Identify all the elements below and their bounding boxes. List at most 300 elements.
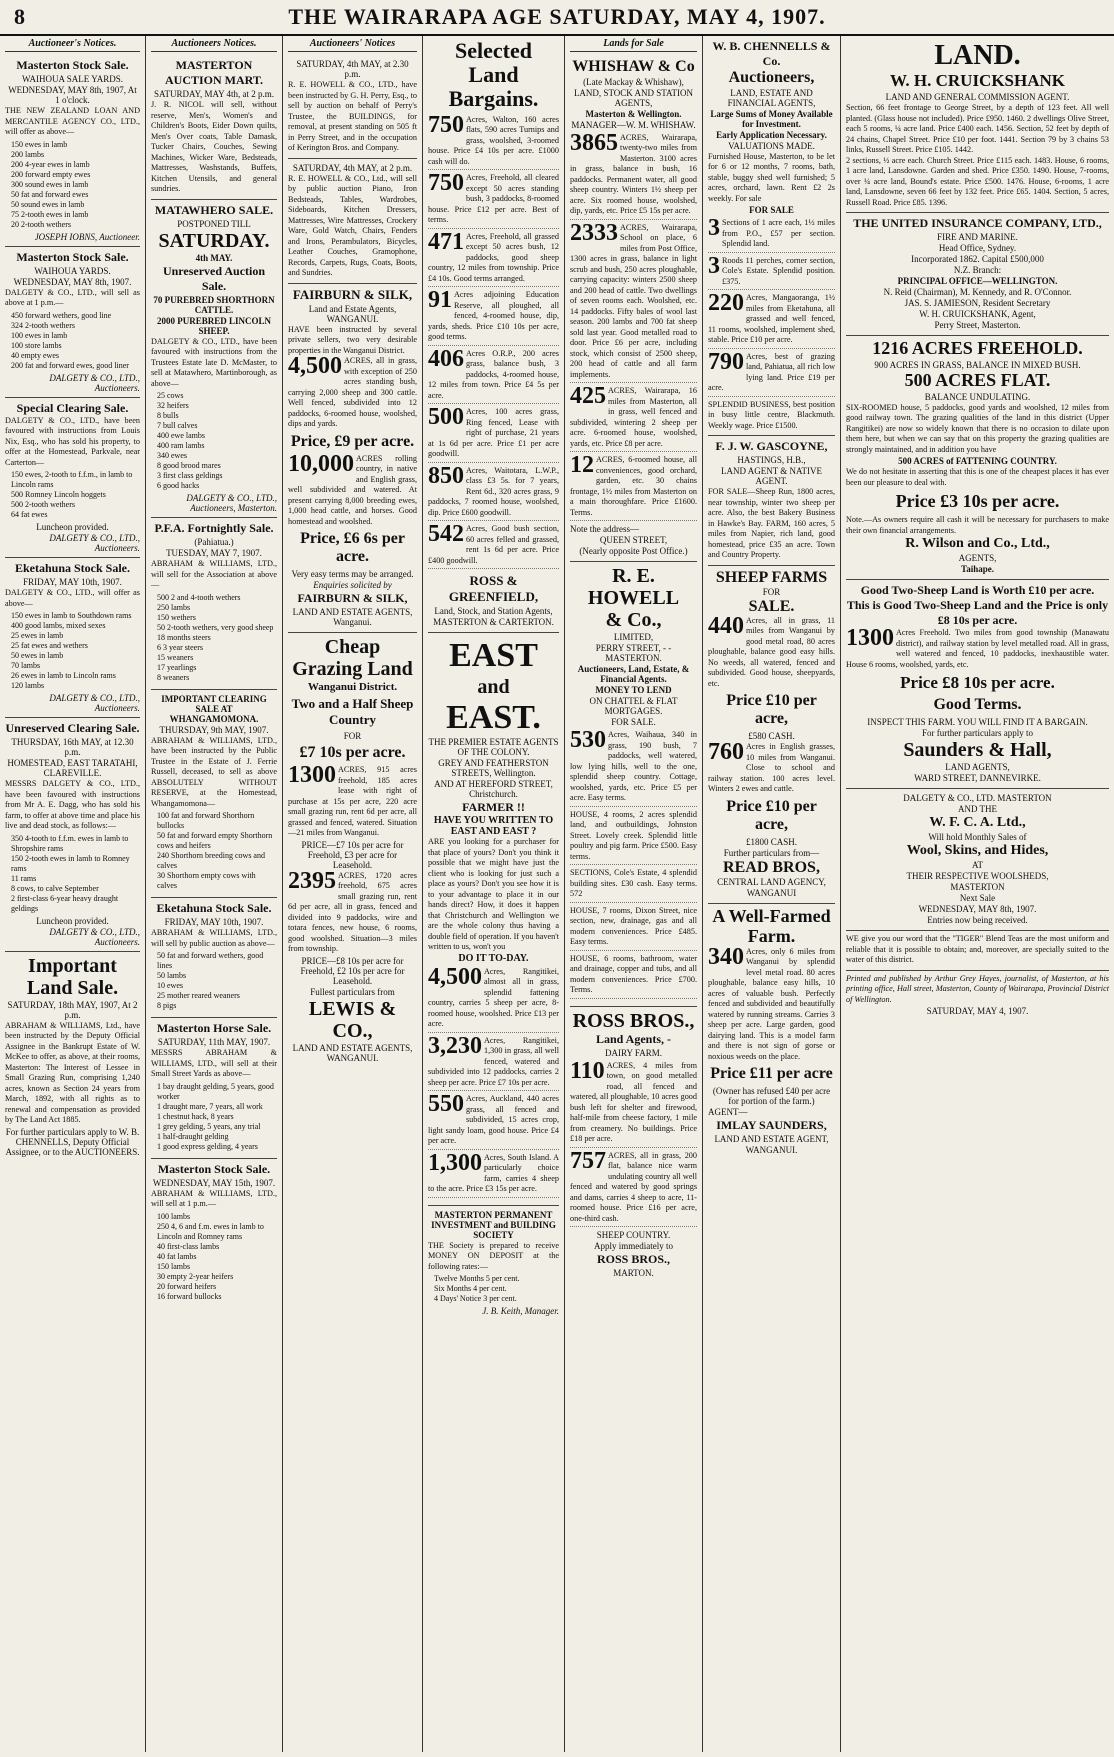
property-listing bbox=[708, 293, 835, 349]
column-header: Auctioneers' Notices bbox=[288, 36, 417, 52]
ad-line: Next Sale bbox=[959, 893, 996, 904]
list-item: 50 fat and forward wethers, good lines bbox=[157, 951, 264, 970]
ad-district: Wanganui District. bbox=[307, 681, 398, 693]
property-listing bbox=[708, 218, 835, 253]
property-listing: 10,000 ACRES rolling country, in native and English grass, well subdivided and watered. At present carrying 8,000 breeding ewes, 1,000 head cattle, and horses. Good homestead and woolshed. bbox=[288, 450, 417, 526]
ad-ross-bros bbox=[570, 1007, 697, 1284]
list-item: 2 first-class 6-year heavy draught geldings bbox=[11, 893, 119, 913]
firm-name: R. Wilson and Co., Ltd., bbox=[905, 536, 1050, 552]
listing-text: Acres, best of grazing land, Pahiatua, all rich low lying land. Price £19 per acre. bbox=[708, 351, 835, 393]
ad-headline: Grazing Land bbox=[292, 658, 413, 680]
ad-gascoyne bbox=[708, 436, 835, 566]
property-listing bbox=[708, 256, 835, 291]
list-item: 25 cows bbox=[157, 391, 184, 400]
list-item: 30 empty 2-year heifers bbox=[157, 1271, 234, 1281]
rate-list bbox=[434, 1274, 559, 1304]
acreage-figure: 850 bbox=[428, 465, 464, 489]
ad-1216-acres bbox=[846, 336, 1109, 580]
ad-body: ARE you looking for a purchaser for that place of yours? Don't you think it possible that we might have just the client who is looking for just such a place as yours? Don't you see how it is to your advantage to place it in our hands direct? How, it does it happen that Christchurch and Wellington we are the whole colony thus having a double field of operation. If you haven't written to us, won't you bbox=[428, 837, 559, 952]
listing-text: Acres, Mangaoranga, 1½ miles from Eketahuna, all grassed and well fenced, 11 rooms, woolshed, implement shed, stable. Price £10 per acre. bbox=[708, 293, 835, 345]
list-item: 340 ewes bbox=[157, 451, 187, 460]
firm-subtitle: AGENTS, bbox=[958, 553, 997, 564]
acreage-figure: 550 bbox=[428, 1094, 464, 1118]
list-item: 450 forward wethers, good line bbox=[11, 310, 112, 320]
property-listing bbox=[570, 1061, 697, 1148]
price-cash: £580 CASH. bbox=[748, 731, 795, 742]
listing-text: Acres, Waitotara, L.W.P., class £3 5s. for 7 years, Rent 6d., 320 acres grass, 9 paddocks, 7 roomed house, woolshed, dip. Price £600 goodwill. bbox=[428, 465, 559, 517]
firm-name: FAIRBURN & SILK, bbox=[292, 286, 413, 302]
acreage-figure: 2333 bbox=[570, 222, 618, 246]
ad-subtitle: 900 ACRES IN GRASS, BALANCE IN MIXED BUSH. bbox=[874, 359, 1081, 370]
listing-text: Acres, Good bush section, 60 acres felled and grassed, rent 1s 6d per acre. Price £400 goodwill. bbox=[428, 524, 559, 565]
auctioneer: DALGETY & CO., LTD., Auctioneers. bbox=[49, 926, 140, 947]
price-cash: £1800 CASH. bbox=[745, 836, 797, 847]
listing-text: Acres, Freehold, all grassed except 50 acres bush, 12 paddocks, good sheep country, 12 miles from township. Price £4 10s. Good terms arranged. bbox=[428, 231, 559, 283]
ad-joiner: AND THE bbox=[957, 804, 998, 815]
firm-name: IMLAY SAUNDERS, bbox=[716, 1118, 827, 1133]
ad-body: J. R. NICOL will sell, without reserve, Men's, Women's and Children's Boots, Eider Down quilts, Men's Over coats, Table Damask, Tucker Chairs, Couches, Sewing Machines, Wicker Ware, Bedsteads, Mattresses, Washstands, Buffets, Kitchen Utensils, and general sundries. bbox=[151, 100, 277, 193]
list-item: 50 sound ewes in lamb bbox=[11, 199, 85, 209]
ad-headline: Farm. bbox=[747, 926, 796, 947]
column-header: Lands for Sale bbox=[570, 36, 697, 52]
firm-name: R. E. HOWELL bbox=[587, 565, 680, 610]
ad-east-and-east bbox=[428, 633, 559, 1206]
property-listing bbox=[570, 386, 697, 452]
listing-text: Acres, Rangitikei, 1,300 in grass, all well fenced, watered and subdivided into 12 paddocks, carries 2 sheep per acre. Price £7 10s per acre. bbox=[428, 1035, 559, 1087]
ad-date: FRIDAY, MAY 10th, 1907. bbox=[23, 577, 122, 587]
list-item: 150 wethers bbox=[157, 612, 196, 622]
acreage-figure: 110 bbox=[570, 1060, 605, 1084]
ad-date: THURSDAY, 16th MAY, at 12.30 p.m. bbox=[11, 737, 134, 757]
list-item: 25 ewes in lamb bbox=[11, 631, 64, 640]
ad-line: Will hold Monthly Sales of bbox=[928, 832, 1027, 843]
ad-whishaw bbox=[570, 55, 697, 562]
list-item: 50 lambs bbox=[157, 971, 187, 980]
property-listing: 1300 ACRES, 915 acres freehold, 185 acres lease with right of purchase at 15s per acre, 220 acre small grazing run, rent 6d per acre, all grassed and fenced, watered. Situation—21 miles from Wanganui. bbox=[288, 762, 417, 837]
list-item: 150 ewes, 2-tooth to f.f.m., in lamb to Lincoln rams bbox=[11, 470, 133, 489]
ad-date: WEDNESDAY, MAY 15th, 1907. bbox=[152, 1177, 276, 1188]
acreage-figure: 471 bbox=[428, 231, 464, 255]
acreage-figure: 500 bbox=[428, 407, 464, 431]
ad-subtitle: ON CHATTEL & FLAT MORTGAGES. bbox=[589, 696, 678, 717]
firm-agent: W. H. CRUICKSHANK, Agent, bbox=[919, 309, 1036, 320]
listing-list bbox=[570, 1061, 697, 1228]
ad-date: SATURDAY, 11th MAY, 1907. bbox=[157, 1037, 271, 1047]
stock-list bbox=[11, 611, 140, 691]
listing-text: Acres, Freehold, all cleared except 50 acres standing bush, 3 paddocks, 8-roomed house. Price £12 per acre. Best of terms. bbox=[428, 173, 559, 225]
ad-headline: Bargains. bbox=[448, 86, 539, 112]
ad-note: Luncheon provided. bbox=[36, 915, 109, 926]
list-item: 1 grey gelding, 5 years, any trial bbox=[157, 1121, 261, 1131]
ad-howell-furniture bbox=[288, 159, 417, 284]
ad-note: Note.—As owners require all cash it will be necessary for purchasers to make their own financial arrangements. bbox=[846, 515, 1109, 535]
acreage-figure: 91 bbox=[428, 290, 452, 314]
property-listing: 4,500 ACRES, all in grass, with exception of 250 acres standing bush, carrying 2,000 sheep and 300 cattle. Well fenced, subdivided into 12 paddocks, 6-roomed house, woolshed, dips and yards. bbox=[288, 353, 417, 428]
list-item: 400 good lambs, mixed sexes bbox=[11, 621, 106, 630]
firm-subtitle: CENTRAL LAND AGENCY, bbox=[717, 877, 826, 888]
list-item: 15 weaners bbox=[157, 652, 194, 662]
ad-day: SATURDAY. bbox=[158, 229, 270, 252]
ad-title: Unreserved Clearing Sale. bbox=[5, 721, 140, 735]
auctioneer: DALGETY & CO., LTD., Auctioneers. bbox=[49, 693, 140, 713]
ad-subtitle: HOMESTEAD, EAST TARATAHI, CLAREVILLE. bbox=[7, 758, 138, 778]
list-item: 40 fat lambs bbox=[157, 1251, 197, 1261]
listing-text: Sections of 1 acre each, 1½ miles from P.O., £57 per section. Splendid land. bbox=[722, 218, 835, 249]
list-item: 250 lambs bbox=[157, 602, 191, 612]
ad-body: ABRAHAM & WILLIAMS, LTD., will sell by public auction as above— bbox=[151, 928, 277, 948]
firm-location: MARTON. bbox=[613, 1268, 654, 1279]
list-item: 500 2 and 4-tooth wethers bbox=[157, 592, 241, 602]
property-listing: 2395 ACRES, 1720 acres freehold, 675 acres small grazing run, rent 6d per acre, all in grass, fenced and divided into 9 paddocks, wire and totara fences, new house, 6 rooms, good woolshed. Situation—3 miles from township. bbox=[288, 867, 417, 953]
ad-heading: HAVE YOU WRITTEN TO EAST AND EAST ? bbox=[433, 815, 554, 838]
ad-heading: This is Good Two-Sheep Land and the Price is only £8 10s per acre. bbox=[846, 598, 1109, 628]
ad-masterton-auction-mart bbox=[151, 55, 277, 200]
firm-name: W. F. C. A. Ltd., bbox=[929, 815, 1026, 831]
property-listing: 760 Acres in English grasses, 10 miles from Wanganui. Close to school and railway station. 100 acres level. Winters 2 ewes and cattle. bbox=[708, 739, 835, 794]
firm-subtitle: PRINCIPAL OFFICE—WELLINGTON. bbox=[897, 276, 1058, 287]
listing-text: HOUSE, 6 rooms, bathroom, water and drainage, copper and tubs, and all modern conveniences. Price £700. Terms. bbox=[570, 953, 697, 995]
ad-body: WE give you our word that the "TIGER" Blend Teas are the most uniform and reliable that it is possible to obtain; and, moreover, are specially suited to the water of this district. bbox=[846, 934, 1109, 965]
ad-title: Masterton Stock Sale. bbox=[157, 1161, 271, 1176]
ad-heading: DAIRY FARM. bbox=[604, 1047, 662, 1058]
firm-location: Taihape. bbox=[961, 564, 994, 575]
property-listing bbox=[428, 967, 559, 1033]
acreage-figure: 4,500 bbox=[428, 966, 482, 990]
list-item: 6 3 year steers bbox=[157, 642, 203, 652]
ad-masterton-stock-sale-2 bbox=[5, 247, 140, 398]
firm-name: ROSS & GREENFIELD, bbox=[448, 573, 539, 605]
list-item: 8 weaners bbox=[157, 672, 190, 682]
price: Price £8 10s per acre. bbox=[900, 673, 1055, 693]
firm-address: PERRY STREET, - - MASTERTON. bbox=[595, 643, 672, 664]
firm-address: WARD STREET, DANNEVIRKE. bbox=[914, 773, 1041, 784]
firm-subtitle: LAND AND ESTATE AGENTS, WANGANUI. bbox=[292, 1042, 413, 1063]
ad-date: SATURDAY, MAY 4th, at 2 p.m. bbox=[153, 89, 275, 99]
ad-note: Entries now being received. bbox=[927, 915, 1028, 926]
firm-name: WHISHAW & Co bbox=[572, 58, 695, 75]
ad-for: FOR bbox=[762, 587, 781, 598]
ad-address: AND AT HEREFORD STREET, Christchurch. bbox=[434, 779, 553, 800]
property-listing bbox=[428, 349, 559, 405]
column-header: Auctioneers Notices. bbox=[151, 36, 277, 52]
ad-headline: SHEEP FARMS bbox=[715, 568, 828, 586]
ad-subtitle: FOR SALE. bbox=[611, 717, 656, 728]
list-item: 150 lambs bbox=[157, 1261, 191, 1271]
ad-note: Very easy terms may be arranged. bbox=[291, 569, 414, 579]
acreage-figure: 750 bbox=[428, 114, 464, 138]
firm-subtitle: LAND AND ESTATE AGENT, bbox=[714, 1134, 829, 1145]
ad-body: R. E. HOWELL & CO., Ltd., will sell by public auction Piano, Iron Bedsteads, Tables, Wardrobes, Sideboards, Kitchen Dressers, Mattresses, Wire Mattresses, Crockery Ware, Gold Watch, Chairs, Fenders and Irons, Perambulators, Bicycles, Leather Couches, Gramophone, Records, Carpets, Rugs, Coats, Boots, and Sundries. bbox=[288, 173, 417, 277]
stock-list bbox=[157, 593, 277, 683]
ad-date: WEDNESDAY, MAY 8th, 1907, At 1 o'clock. bbox=[8, 85, 137, 105]
list-item: 8 good brood mares bbox=[157, 461, 221, 470]
ad-body: ABRAHAM & WILLIAMS, Ltd., have been instructed by the Deputy Official Assignee in the Bankrupt Estate of W. McKee to offer, as above, at their rooms, Masterton: The Interest of Lessee in Small Grazing Run, comprising 1,240 acres, known as Section 24 years from March, 1892, with all rights as to renewal and compensation as provided by The Land Act 1885. bbox=[5, 1020, 140, 1124]
manager-signature: J. B. Keith, Manager. bbox=[482, 1306, 559, 1317]
ad-cheap-grazing-land bbox=[288, 633, 417, 1068]
ad-headline: EAST. bbox=[446, 698, 541, 736]
list-item: 200 4-year ewes in lamb bbox=[11, 159, 90, 169]
ad-body: DALGETY & CO., LTD., have been favoured with instructions from the Trustees Estate late D. McMaster, to sell at Matawhero, Martinborough, as above— bbox=[151, 336, 277, 388]
price: PRICE—£7 10s per acre for Freehold, £3 per acre for Leasehold. bbox=[301, 839, 404, 870]
list-item: 32 heifers bbox=[157, 401, 189, 410]
list-item: 10 ewes bbox=[157, 981, 183, 990]
ad-two-sheep-land bbox=[846, 580, 1109, 789]
price: Price, £9 per acre. bbox=[290, 432, 415, 450]
ad-heading: SHEEP COUNTRY. bbox=[596, 1230, 671, 1241]
listing-text: ACRES, Wairarapa, twenty-two miles from Masterton. 3100 acres in grass, balance in bush, 16 paddocks. Permanent water, all good sheep country. Winters 1½ sheep per acre. Six roomed house, woolshed, dip, yards, etc. Price £5 15s per acre. bbox=[570, 132, 697, 216]
property-listing bbox=[428, 232, 559, 288]
stock-list bbox=[157, 1082, 277, 1152]
stock-list bbox=[11, 470, 140, 520]
listing-text: ACRES, 4 miles from town, on good metalled road, all fenced and watered, all ploughable, 10 acres good bush left for shelter and firewood, half-mile from cheese factory, 1 mile from creamery. No buildings. Price £18 per acre. bbox=[570, 1060, 697, 1144]
column-header: Auctioneer's Notices. bbox=[5, 36, 140, 52]
firm-subtitle: LAND AGENT & NATIVE AGENT. bbox=[720, 466, 823, 487]
listing-text: SECTIONS, Cole's Estate, 4 splendid building sites. £30 cash. Easy terms. 572 bbox=[570, 868, 697, 899]
ad-subtitle: THE PREMIER ESTATE AGENTS OF THE COLONY. bbox=[428, 737, 559, 758]
ad-joiner: AT bbox=[972, 860, 983, 871]
imprint-text: Printed and published by Arthur Grey Hayes, journalist, of Masterton, at his printing office, Hall street, Masterton, County of Wairarapa, Provincial District of Wellington. bbox=[846, 973, 1109, 1004]
ad-date: WEDNESDAY, MAY 8th, 1907. bbox=[13, 276, 132, 287]
firm-manager: MANAGER—W. M. WHISHAW. bbox=[571, 119, 696, 130]
acreage-figure: 425 bbox=[570, 386, 606, 410]
ad-body: SIX-ROOMED house, 5 paddocks, good yards and woolshed, 12 miles from good railway town. The grazing qualities of the land in this district (Upper Rangitikei) are now so widely known that there is no occasion to dilate upon them here, but when we can say that on this property the grazing qualities are strongly maintained, and in addition you have bbox=[846, 402, 1109, 454]
ad-headline: and bbox=[477, 675, 510, 698]
ad-heading: Unreserved Auction Sale. bbox=[162, 263, 266, 293]
property-listing bbox=[570, 223, 697, 384]
ad-headline: Cheap bbox=[324, 636, 381, 658]
listing-text: Acres, Waihaua, 340 in grass, 190 bush, 7 paddocks, well watered, low lying hills, well to the one, splendid sheep country. Cottage, woolshed, yards, etc. Price £5 per acre. Easy terms. bbox=[570, 730, 697, 803]
listing-text: Acres, Walton, 160 acres flats, 590 acres Turnips and grass, woolshed, 3-roomed house. Price £4 10s per acre. £1000 cash will do. bbox=[428, 114, 559, 166]
ad-re-howell bbox=[570, 562, 697, 1007]
stock-list bbox=[157, 951, 277, 1011]
property-listing bbox=[570, 133, 697, 220]
ad-subtitle: (Pahiatua.) bbox=[194, 537, 234, 547]
list-item: 300 sound ewes in lamb bbox=[11, 179, 89, 189]
list-item: 40 first-class lambs bbox=[157, 1241, 220, 1251]
list-item: 120 lambs bbox=[11, 681, 45, 690]
ad-whangamomona-clearing-sale bbox=[151, 690, 277, 899]
ad-heading: 500 ACRES of FATTENING COUNTRY. bbox=[898, 456, 1057, 467]
firm-location: Masterton & Wellington. bbox=[585, 108, 682, 119]
firm-name: F. J. W. GASCOYNE, bbox=[715, 439, 828, 454]
firm-name: ROSS BROS., bbox=[596, 1252, 671, 1267]
list-item: 7 bull calves bbox=[157, 421, 198, 430]
ad-body: MESSRS ABRAHAM & WILLIAMS, LTD., will sell at their Small Street Yards as above— bbox=[151, 1048, 277, 1078]
ad-date: SATURDAY, 4th MAY, at 2.30 p.m. bbox=[296, 59, 409, 79]
list-item: 200 lambs bbox=[11, 149, 45, 159]
listing-text: ACRES, Wairarapa, School on place, 6 miles from Post Office, 1300 acres in grass, balance in light scrub and bush, 250 acres ploughable, carrying capacity: winters 2500 sheep and 200 head of cattle. Two dwellings of seven rooms each. Woolshed, etc. 14 paddocks. Fifty bales of wool last season. 200 lambs and 700 fat sheep sold last year. Good metalled road to door. Price £6 per acre, including stock, which consist of 2500 sheep, 200 head of cattle and all farm implements. bbox=[570, 222, 697, 379]
list-item: 30 Shorthorn empty cows with calves bbox=[157, 871, 256, 890]
ad-heading: FOR SALE bbox=[749, 205, 794, 216]
ad-headline: A Well-Farmed bbox=[712, 906, 831, 927]
price: £7 10s per acre. bbox=[299, 744, 406, 761]
ad-note: Apply immediately to bbox=[594, 1241, 673, 1252]
firm-subtitle: Land Agents, - bbox=[595, 1031, 672, 1046]
ad-body: Furnished House, Masterton, to be let for 6 or 12 months, 7 rooms, bath, stable, buggy shed well furnished; 5 acres, orchard, lawn. Rent £2 2s weekly. For sale bbox=[708, 151, 835, 203]
ad-headline: 500 ACRES FLAT. bbox=[904, 369, 1051, 390]
firm-name: THE UNITED INSURANCE COMPANY, LTD., bbox=[853, 216, 1102, 231]
ad-body: DALGETY & CO., LTD., will offer as above— bbox=[5, 588, 140, 608]
list-item: 400 ram lambs bbox=[157, 441, 205, 450]
property-listing bbox=[570, 810, 697, 866]
list-item: 6 good hacks bbox=[157, 481, 200, 490]
listing-list bbox=[428, 967, 559, 1198]
ad-note: For further particulars apply to bbox=[922, 728, 1033, 739]
ad-title: Important Land Sale. bbox=[26, 954, 119, 999]
list-item: 8 pigs bbox=[157, 1001, 177, 1010]
firm-directors: N. Reid (Chairman), M. Kennedy, and R. O'Connor. bbox=[883, 287, 1072, 298]
ad-building-society bbox=[428, 1206, 559, 1321]
acreage-figure: 750 bbox=[428, 173, 464, 197]
property-listing bbox=[428, 1036, 559, 1092]
firm-title: Auctioneers, bbox=[728, 69, 815, 86]
ad-heading: Good Two-Sheep Land is Worth £10 per acre. bbox=[860, 583, 1095, 598]
firm-name: W. H. CRUICKSHANK bbox=[889, 71, 1066, 91]
acreage-figure: 3865 bbox=[570, 132, 618, 156]
stock-list bbox=[11, 311, 140, 371]
acreage-figure: 1,300 bbox=[428, 1152, 482, 1176]
ad-date: WEDNESDAY, MAY 8th, 1907. bbox=[918, 904, 1037, 915]
listing-text: Acres, Rangitikei, almost all in grass, splendid fattening country, carries 5 sheep per acre, 8-roomed house, woolshed. Price £13 per acre. bbox=[428, 966, 559, 1029]
ad-subtitle: WAIHOUA YARDS. bbox=[34, 265, 111, 276]
ad-title: Eketahuna Stock Sale. bbox=[14, 561, 131, 575]
list-item: 100 store lambs bbox=[11, 340, 62, 350]
ad-special-clearing-sale bbox=[5, 398, 140, 559]
acreage-figure: 757 bbox=[570, 1150, 606, 1174]
ad-title: Masterton Stock Sale. bbox=[16, 58, 129, 72]
list-item: Six Months 4 per cent. bbox=[434, 1284, 507, 1294]
price: Price £11 per acre bbox=[710, 1065, 833, 1083]
ad-note: (Owner has refused £40 per acre for portion of the farm.) bbox=[712, 1086, 831, 1107]
ad-masterton-stock-sale bbox=[151, 1159, 277, 1308]
listing-text: Acres O.R.P., 200 acres grass, balance bush, 3 paddocks, 4-roomed house, 12 miles from town. Price £4 5s per acre. bbox=[428, 348, 559, 400]
list-item: 1 chestnut hack, 8 years bbox=[157, 1111, 234, 1121]
property-listing: 340 Acres, only 6 miles from Wanganui by splendid level metal road. 80 acres ploughable, balance easy hills, 10 acres of valuable bush. Perfectly fenced and subdivided and beautifully watered by running streams. Carries 3 sheep per acre. Large garden, good dairying land. This is a model farm and there is not sign of gorse or noxious weeds on the place. bbox=[708, 943, 835, 1061]
property-listing bbox=[428, 407, 559, 463]
stock-list bbox=[157, 811, 277, 891]
acreage-figure: 3 bbox=[708, 255, 720, 279]
firm-name: ROSS BROS., bbox=[572, 1009, 695, 1032]
ad-subtitle: BALANCE UNDULATING. bbox=[924, 391, 1031, 402]
list-item: 1 bay draught gelding, 5 years, good worker bbox=[157, 1081, 274, 1101]
ad-date: 4th MAY. bbox=[195, 252, 233, 263]
ad-body: FOR SALE—Sheep Run, 1800 acres, near township, winter two sheep per acre. Also, the best Bakery Business in Hawke's Bay. FARM, 160 acres, 5 miles from Napier, rich land, good homestead, price £35 an acre. Town and Country Property. bbox=[708, 487, 835, 560]
ad-selected-land-bargains bbox=[428, 36, 559, 633]
ad-important-land-sale bbox=[5, 952, 140, 1162]
ad-matawhero-sale bbox=[151, 200, 277, 519]
list-item: 150 ewes in lamb bbox=[11, 139, 68, 149]
column-2 bbox=[146, 36, 283, 1752]
ad-subtitle: POSTPONED TILL bbox=[177, 218, 251, 229]
ad-sheep-farms bbox=[708, 566, 835, 905]
stock-list bbox=[11, 140, 140, 230]
listing-text: Acres adjoining Education Reserve, all ploughed, all fenced, 4-roomed house, dip, yards, sheds. Price £10 10s per acre, good terms. bbox=[428, 290, 559, 342]
ad-for: FOR bbox=[343, 731, 362, 741]
listing-text: Acres, South Island. A particularly choice farm, carries 4 sheep to the acre. Price £3 15s per acre. bbox=[428, 1152, 559, 1194]
ad-heading: MONEY TO LEND bbox=[595, 685, 672, 696]
listing-text: Acres, 100 acres grass, Ring fenced, Lease with right of purchase, 21 years at 1s 6d per acre. Price £1 per acre goodwill. bbox=[428, 407, 559, 459]
list-item: 70 lambs bbox=[11, 661, 41, 670]
ad-unreserved-clearing-sale bbox=[5, 718, 140, 952]
property-listing bbox=[570, 954, 697, 999]
list-item: 40 empty ewes bbox=[11, 350, 59, 360]
listing-text: HOUSE, 7 rooms, Dixon Street, nice section, new, drainage, gas and all modern conveniences. Price £485. Easy terms. bbox=[570, 905, 697, 947]
firm-subtitle: LAND, STOCK AND STATION AGENTS, bbox=[573, 87, 694, 108]
list-item: 20 forward heifers bbox=[157, 1281, 217, 1291]
list-item: 50 fat and forward ewes bbox=[11, 189, 89, 199]
price: Price £10 per acre, bbox=[726, 797, 817, 833]
list-item: 26 ewes in lamb to Lincoln rams bbox=[11, 671, 116, 680]
listing-text: ACRES, Wairarapa, 16 miles from Masterton, all in grass, well fenced and subdivided, wintering 2 sheep per acre. 6-roomed house, woolshed, yards, etc. Price £8 per acre. bbox=[570, 386, 697, 448]
property-listing bbox=[428, 524, 559, 569]
price: Price, £6 6s per acre. bbox=[300, 530, 405, 565]
property-listing bbox=[428, 1094, 559, 1150]
ad-heading: VALUATIONS MADE. bbox=[728, 140, 815, 151]
list-item: 50 fat and forward empty Shorthorn cows and heifers bbox=[157, 831, 273, 850]
ad-date: THURSDAY, 9th MAY, 1907. bbox=[159, 724, 269, 735]
firm-location: WANGANUI bbox=[746, 888, 797, 899]
list-item: 16 forward bullocks bbox=[157, 1291, 222, 1301]
firm-subtitle: (Late Mackay & Whishaw), bbox=[583, 76, 684, 87]
column-1 bbox=[0, 36, 146, 1752]
list-item: 250 4, 6 and f.m. ewes in lamb to Lincoln and Romney rams bbox=[157, 1221, 264, 1241]
firm-subtitle: N.Z. Branch: bbox=[953, 265, 1002, 276]
ad-body: MESSRS DALGETY & CO., LTD., have been favoured with instructions from Mr A. E. Dagg, who has sold his farm, to offer at above time and place his live and dead stock, as follows:— bbox=[5, 779, 140, 830]
ad-headline: EAST bbox=[449, 637, 538, 675]
ad-title: P.F.A. Fortnightly Sale. bbox=[154, 521, 274, 535]
ad-date: TUESDAY, MAY 7, 1907. bbox=[166, 548, 262, 558]
ad-fairburn-silk bbox=[288, 284, 417, 634]
ad-body: THE Society is prepared to receive MONEY ON DEPOSIT at the following rates:— bbox=[428, 1240, 559, 1271]
column-6 bbox=[703, 36, 841, 1752]
firm-subtitle: Land and Estate Agents, WANGANUI. bbox=[308, 303, 397, 324]
firm-capital: Incorporated 1862. Capital £500,000 bbox=[911, 254, 1044, 265]
ad-title: IMPORTANT CLEARING SALE AT WHANGAMOMONA. bbox=[161, 693, 267, 724]
ad-note: INSPECT THIS FARM. YOU WILL FIND IT A BARGAIN. bbox=[867, 717, 1088, 728]
firm-location: HASTINGS, H.B., bbox=[737, 455, 806, 466]
ad-body: DALGETY & CO., LTD., have been favoured with instructions from Louis Nix, Esq., who has sold his property, to offer at the Homestead, Parkvale, near Carterton— bbox=[5, 415, 140, 467]
ad-address: (Nearly opposite Post Office.) bbox=[579, 546, 688, 557]
property-listing bbox=[570, 868, 697, 903]
ad-note: Fullest particulars from bbox=[310, 986, 395, 997]
price-terms: Good Terms. bbox=[933, 696, 1022, 714]
firm-name: Saunders & Hall, bbox=[903, 739, 1052, 762]
ad-cruickshank bbox=[846, 36, 1109, 213]
ad-pfa-fortnightly-sale bbox=[151, 518, 277, 690]
list-item: 150 ewes in lamb to Southdown rams bbox=[11, 611, 132, 620]
auctioneer: DALGETY & CO., LTD., Auctioneers. bbox=[49, 372, 140, 393]
firm-subtitle: LAND AGENTS, bbox=[945, 762, 1010, 773]
ad-headline: Selected Land bbox=[455, 38, 532, 88]
property-listing bbox=[570, 1151, 697, 1228]
ad-title: MASTERTON PERMANENT INVESTMENT and BUILDING SOCIETY bbox=[431, 1209, 556, 1240]
auctioneer: JOSEPH IOBNS, Auctioneer. bbox=[34, 231, 140, 242]
ad-body: DALGETY & CO., LTD., will sell as above at 1 p.m.— bbox=[5, 287, 140, 307]
firm-subtitle: LIMITED, bbox=[613, 632, 654, 643]
listing-text: ACRES, all in grass, 200 flat, balance nice warm undulating country all well fenced and watered by good springs and dams, carries 4 sheep to acre, 11-roomed house. Price £16 per acre, one-third cash. bbox=[570, 1150, 697, 1223]
ad-address: GREY AND FEATHERSTON STREETS, Wellington. bbox=[438, 758, 549, 779]
list-item: 3 first class geldings bbox=[157, 471, 223, 480]
ad-date: FRIDAY, MAY 10th, 1907. bbox=[164, 917, 264, 927]
ad-line: 2000 PUREBRED LINCOLN SHEEP. bbox=[156, 315, 271, 336]
acreage-figure: 3 bbox=[708, 218, 720, 242]
ad-line: THEIR RESPECTIVE WOOLSHEDS, bbox=[906, 871, 1049, 882]
stock-list bbox=[157, 1212, 277, 1302]
list-item: 240 Shorthorn breeding cows and calves bbox=[157, 851, 265, 870]
ad-title: Masterton Stock Sale. bbox=[16, 249, 129, 264]
list-item: 150 2-tooth ewes in lamb to Romney rams bbox=[11, 853, 130, 873]
column-7 bbox=[841, 36, 1114, 1752]
